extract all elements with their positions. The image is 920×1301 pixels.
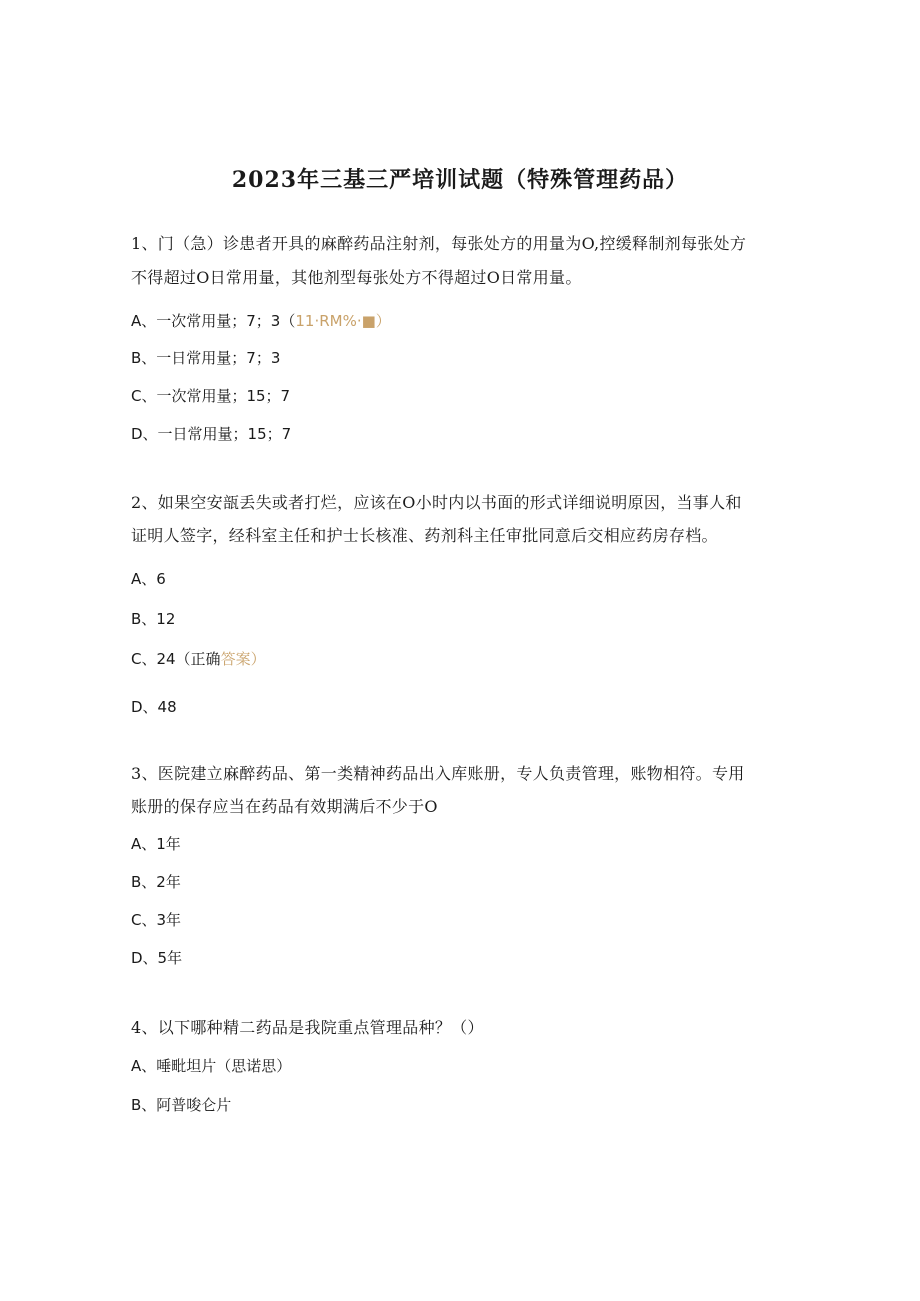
question-2-option-c xyxy=(131,648,266,670)
option-text: C、24（正确 xyxy=(131,650,221,668)
question-3-text-line-2: 账册的保存应当在药品有效期满后不少于O xyxy=(131,797,438,816)
page-title: 2023年三基三严培训试题（特殊管理药品） xyxy=(231,167,689,193)
question-1-option-a xyxy=(131,310,391,332)
question-1-text-line-2: 不得超过O日常用量，其他剂型每张处方不得超过O日常用量。 xyxy=(131,268,582,287)
question-2-option-b: B、12 xyxy=(131,610,176,628)
question-1-option-c: C、一次常用量；15；7 xyxy=(131,387,291,405)
question-3-option-d: D、5年 xyxy=(131,949,183,967)
question-2-text-line-2: 证明人签字，经科室主任和护士长核准、药剂科主任审批同意后交相应药房存档。 xyxy=(131,526,718,545)
question-4-option-a: A、唾毗坦片（思诺思） xyxy=(131,1057,292,1075)
question-3-option-c: C、3年 xyxy=(131,911,182,929)
answer-mark: 11·RM%·■） xyxy=(295,312,391,330)
question-1-option-d: D、一日常用量；15；7 xyxy=(131,425,292,443)
answer-mark: 答案） xyxy=(220,650,266,668)
question-1-text-line-1: 1、门（急）诊患者开具的麻醉药品注射剂，每张处方的用量为O,控缓释制剂每张处方 xyxy=(131,234,747,253)
question-3-option-b: B、2年 xyxy=(131,873,181,891)
question-1-option-b: B、一日常用量；7；3 xyxy=(131,349,281,367)
question-2-text-line-1: 2、如果空安瓿丢失或者打烂，应该在O小时内以书面的形式详细说明原因，当事人和 xyxy=(131,493,742,512)
question-3-option-a: A、1年 xyxy=(131,835,181,853)
option-text: A、一次常用量；7；3（ xyxy=(131,312,296,330)
question-4-text-line-1: 4、以下哪种精二药品是我院重点管理品种？（） xyxy=(131,1018,484,1037)
question-3-text-line-1: 3、医院建立麻醉药品、第一类精神药品出入库账册，专人负责管理，账物相符。专用 xyxy=(131,764,745,783)
question-2-option-a: A、6 xyxy=(131,570,166,588)
question-2-option-d: D、48 xyxy=(131,698,177,716)
question-4-option-b: B、阿普唆仑片 xyxy=(131,1096,232,1114)
